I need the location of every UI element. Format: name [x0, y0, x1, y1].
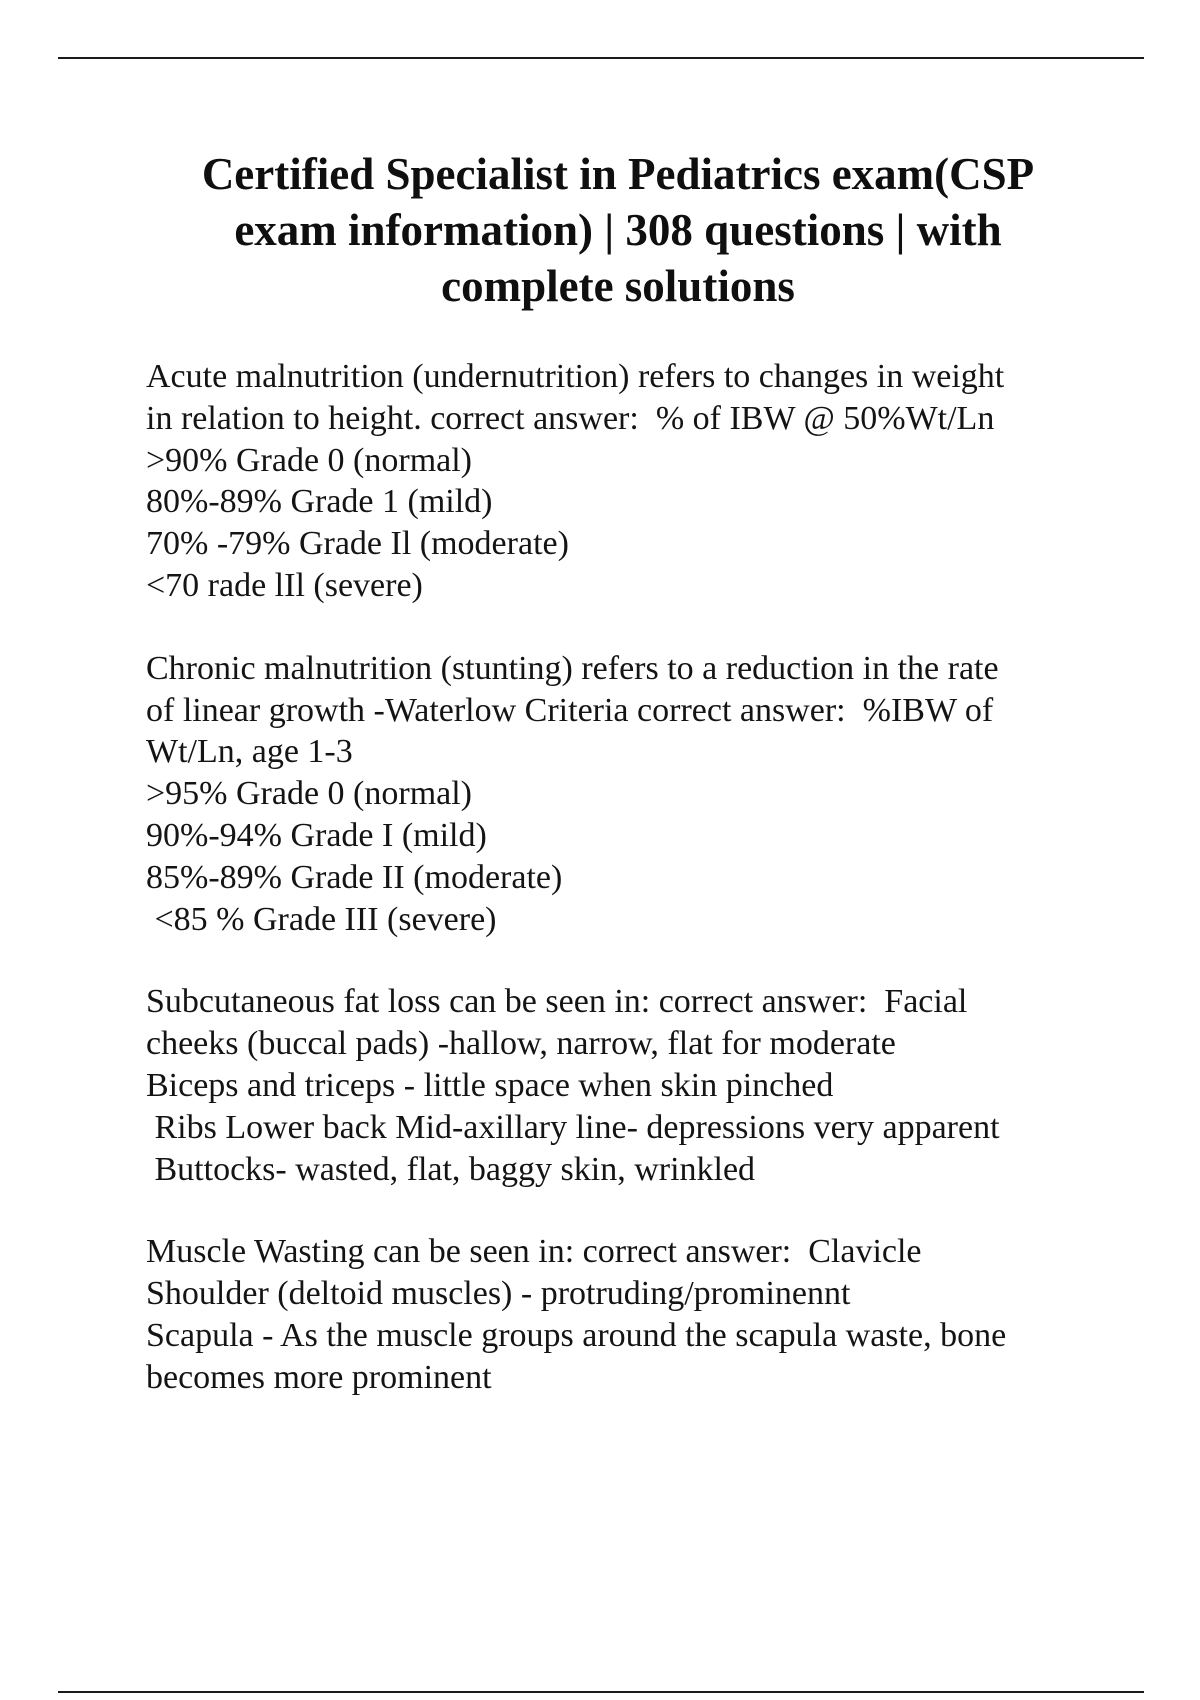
text-line: Ribs Lower back Mid-axillary line- depressions very apparent [146, 1108, 1000, 1146]
text-line: in relation to height. correct answer: % of IBW @ 50%Wt/Ln [146, 399, 995, 437]
qa-entry-subcutaneous-fat-loss [146, 981, 1106, 1190]
text-line: Buttocks- wasted, flat, baggy skin, wrinkled [146, 1150, 756, 1188]
text-line: <70 rade lIl (severe) [146, 566, 423, 604]
text-line: Wt/Ln, age 1-3 [146, 733, 353, 771]
qa-entry-chronic-malnutrition [146, 648, 1106, 941]
text-line: Shoulder (deltoid muscles) - protruding/prominennt [146, 1275, 851, 1313]
text-line: 70% -79% Grade Il (moderate) [146, 525, 569, 563]
document-body [146, 356, 1106, 1440]
text-line: Muscle Wasting can be seen in: correct answer: Clavicle [146, 1233, 922, 1271]
text-line: >95% Grade 0 (normal) [146, 775, 473, 813]
qa-entry-acute-malnutrition [146, 356, 1106, 607]
text-line: 85%-89% Grade II (moderate) [146, 858, 563, 896]
text-line: Subcutaneous fat loss can be seen in: correct answer: Facial [146, 983, 968, 1021]
document-title: Certified Specialist in Pediatrics exam(CSP exam information) | 308 questions | with complete solutions [201, 149, 1035, 311]
text-line: 80%-89% Grade 1 (mild) [146, 483, 493, 521]
text-line: Chronic malnutrition (stunting) refers to a reduction in the rate [146, 649, 999, 687]
text-line: Biceps and triceps - little space when skin pinched [146, 1066, 834, 1104]
text-line: 90%-94% Grade I (mild) [146, 816, 487, 854]
bottom-divider [58, 1691, 1144, 1693]
text-line: >90% Grade 0 (normal) [146, 441, 473, 479]
text-line: cheeks (buccal pads) -hallow, narrow, flat for moderate [146, 1025, 896, 1063]
text-line: Acute malnutrition (undernutrition) refers to changes in weight [146, 358, 1005, 395]
top-divider [58, 57, 1144, 59]
text-line: of linear growth -Waterlow Criteria correct answer: %IBW of [146, 691, 994, 729]
text-line: becomes more prominent [146, 1358, 492, 1396]
qa-entry-muscle-wasting [146, 1231, 1106, 1398]
text-line: Scapula - As the muscle groups around the scapula waste, bone [146, 1316, 1007, 1354]
text-line: <85 % Grade III (severe) [146, 900, 497, 938]
